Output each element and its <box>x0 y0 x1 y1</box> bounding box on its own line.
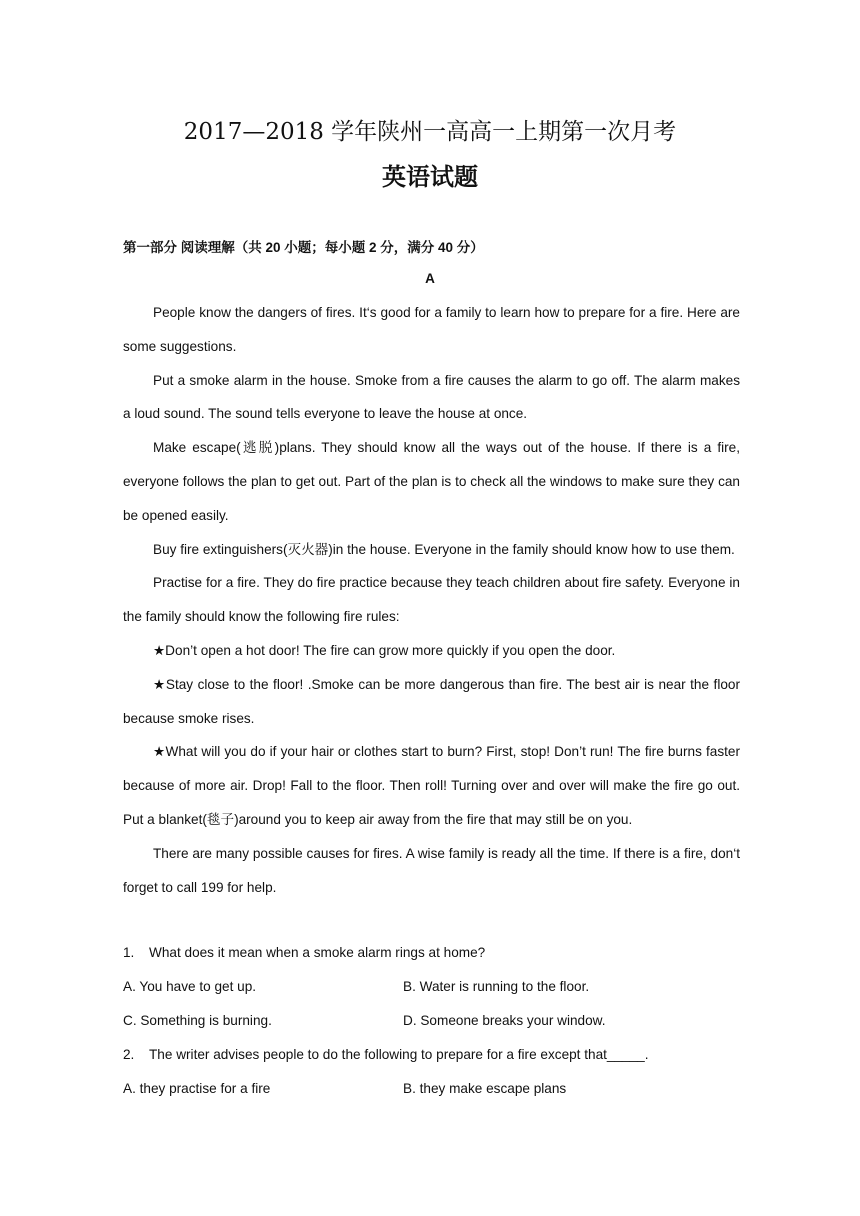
passage-body <box>123 296 740 904</box>
fire-rule-item: ★What will you do if your hair or clothes start to burn? First, stop! Don’t run! The fire burns faster because of more air. Drop! Fall to the floor. Then roll! Turning over and over will make the fire go out. Put a blanket(毯子)around you to keep air away from the fire that may still be on you. <box>123 744 740 827</box>
option-b: B. Water is running to the floor. <box>403 979 590 994</box>
passage-label: A <box>425 271 435 286</box>
option-b: B. they make escape plans <box>403 1081 567 1096</box>
fire-rule-item: ★Don’t open a hot door! The fire can grow more quickly if you open the door. <box>153 642 616 658</box>
paragraph: Put a smoke alarm in the house. Smoke from a fire causes the alarm to go off. The alarm makes a loud sound. The sound tells everyone to leave the house at once. <box>123 372 740 422</box>
section-heading: 第一部分 阅读理解（共 20 小题；每小题 2 分，满分 40 分） <box>123 240 484 255</box>
paragraph: Practise for a fire. They do fire practice because they teach children about fire safety. Everyone in the family should know the following fire rules: <box>123 575 740 625</box>
option-c: C. Something is burning. <box>123 1013 272 1028</box>
question-1 <box>123 945 485 960</box>
option-a: A. You have to get up. <box>123 979 257 994</box>
paragraph: There are many possible causes for fires. A wise family is ready all the time. If there is a fire, don‘t forget to call 199 for help. <box>123 845 740 895</box>
paragraph: People know the dangers of fires. It‘s good for a family to learn how to prepare for a fire. Here are some suggestions. <box>123 305 740 354</box>
exam-subtitle: 英语试题 <box>382 162 478 191</box>
fire-rule-item: ★Stay close to the floor! .Smoke can be more dangerous than fire. The best air is near the floor because smoke rises. <box>123 676 740 726</box>
paragraph: Make escape(逃脱)plans. They should know all the ways out of the house. If there is a fire, everyone follows the plan to get out. Part of the plan is to check all the windows to make sure they can be opened easily. <box>123 440 740 523</box>
question-2 <box>123 1047 649 1062</box>
paragraph: Buy fire extinguishers(灭火器)in the house. Everyone in the family should know how to use them. <box>153 541 735 557</box>
question-number: 1. <box>123 945 135 960</box>
exam-title: 2017—2018 学年陕州一高高一上期第一次月考 <box>183 119 677 145</box>
option-d: D. Someone breaks your window. <box>403 1013 606 1028</box>
question-number: 2. <box>123 1047 135 1062</box>
question-stem: What does it mean when a smoke alarm rings at home? <box>149 945 486 960</box>
question-stem: The writer advises people to do the following to prepare for a fire except that_____. <box>149 1047 649 1062</box>
option-a: A. they practise for a fire <box>123 1081 271 1096</box>
